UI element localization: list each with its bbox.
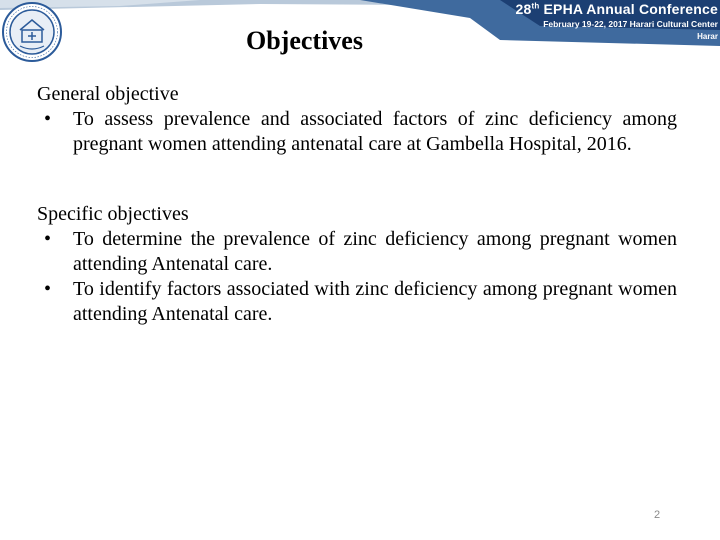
list-item-text: To determine the prevalence of zinc deficiency among pregnant women attending Antenatal care. [73, 228, 677, 275]
specific-objectives-list [37, 227, 677, 327]
bullet-icon: • [44, 108, 52, 130]
page-number: 2 [654, 509, 661, 521]
list-item [37, 227, 677, 277]
general-objective-heading: General objective [37, 83, 179, 105]
list-item-text: To assess prevalence and associated factors of zinc deficiency among pregnant women attending antenatal care at Gambella Hospital, 2016. [73, 108, 677, 155]
list-item-text: To identify factors associated with zinc deficiency among pregnant women attending Antenatal care. [73, 278, 677, 325]
list-item [37, 277, 677, 327]
general-objective-list [37, 107, 677, 157]
slide-content [37, 82, 677, 327]
conference-city: Harar [697, 32, 718, 41]
bullet-icon: • [44, 278, 52, 300]
epha-logo-icon [0, 0, 64, 64]
specific-objectives-heading: Specific objectives [37, 203, 189, 225]
slide-title: Objectives [246, 26, 363, 55]
conference-title: 28th EPHA Annual Conference [515, 1, 718, 17]
bullet-icon: • [44, 228, 52, 250]
conference-dates-venue: February 19-22, 2017 Harari Cultural Center [543, 19, 718, 29]
list-item [37, 107, 677, 157]
